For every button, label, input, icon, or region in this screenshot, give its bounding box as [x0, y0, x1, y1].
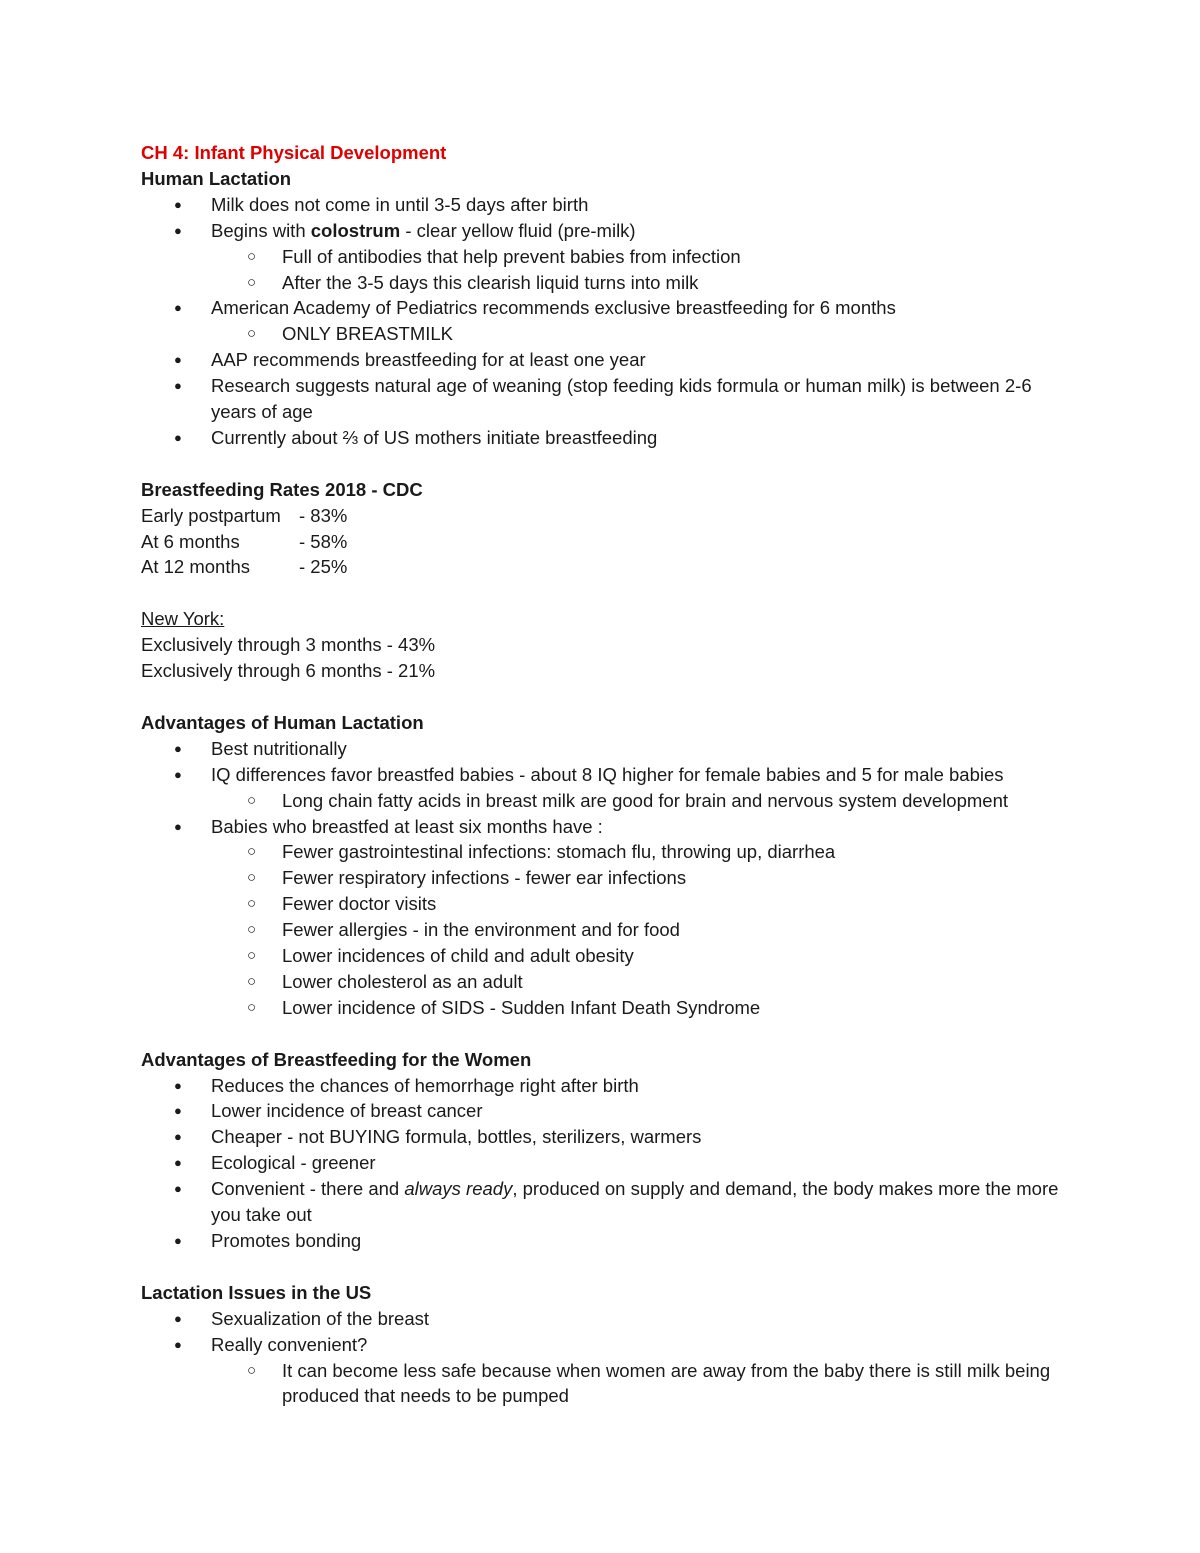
circle-bullet-icon: ○: [247, 921, 257, 939]
bullet-icon: ●: [174, 1155, 182, 1171]
rate-row: At 6 months - 58%: [141, 530, 348, 552]
sub-list-item: ○ Long chain fatty acids in breast milk are good for brain and nervous system development: [141, 788, 1061, 814]
sub-list-item: ○ Full of antibodies that help prevent babies from infection: [141, 244, 1061, 270]
new-york-label: New York:: [141, 608, 225, 630]
bullet-icon: ●: [174, 1310, 182, 1326]
circle-bullet-icon: ○: [247, 1361, 257, 1379]
circle-bullet-icon: ○: [247, 273, 257, 291]
section-heading-advantages-human: Advantages of Human Lactation: [141, 711, 424, 733]
sub-list-item: ○ Fewer respiratory infections - fewer ear infections: [141, 865, 1061, 891]
bullet-icon: ●: [174, 352, 182, 368]
new-york-row: Exclusively through 3 months - 43%: [141, 634, 436, 656]
page-title: CH 4: Infant Physical Development: [141, 142, 447, 163]
list-item: ● Research suggests natural age of weaning (stop feeding kids formula or human milk) is between 2-6 years of age: [174, 375, 1032, 423]
list-item: ● Currently about ⅔ of US mothers initiate breastfeeding: [141, 425, 1061, 451]
list-item: ● Ecological - greener: [141, 1150, 1061, 1176]
circle-bullet-icon: ○: [247, 998, 257, 1016]
section-heading-rates: Breastfeeding Rates 2018 - CDC: [141, 478, 423, 500]
list-item: ● Convenient - there and always ready, produced on supply and demand, the body makes more the more you take out: [174, 1178, 1059, 1226]
section-heading-advantages-women: Advantages of Breastfeeding for the Women: [141, 1048, 532, 1070]
list-item: ● Promotes bonding: [141, 1228, 1061, 1254]
advantages-women-list: [141, 1073, 1061, 1254]
sub-list-item: ○ Lower cholesterol as an adult: [141, 969, 1061, 995]
bullet-icon: ●: [174, 196, 182, 212]
sub-list-item: ○ After the 3-5 days this clearish liquid turns into milk: [141, 270, 1061, 296]
document-page: [141, 140, 1061, 1409]
circle-bullet-icon: ○: [247, 791, 257, 809]
new-york-row: Exclusively through 6 months - 21%: [141, 660, 436, 682]
bullet-icon: ●: [174, 766, 182, 782]
sub-list-item: ○ Fewer gastrointestinal infections: stomach flu, throwing up, diarrhea: [141, 839, 1061, 865]
list-item: ● Babies who breastfed at least six months have :: [141, 814, 1061, 840]
circle-bullet-icon: ○: [247, 947, 257, 965]
bullet-icon: ●: [174, 1077, 182, 1093]
human-lactation-list: [141, 192, 1061, 451]
list-item: ● Reduces the chances of hemorrhage right after birth: [141, 1073, 1061, 1099]
bullet-icon: ●: [174, 740, 182, 756]
bullet-icon: ●: [174, 1336, 182, 1352]
sub-list-item: ○ It can become less safe because when women are away from the baby there is still milk being produced that needs to be pumped: [247, 1359, 1051, 1407]
list-item: ● Really convenient?: [141, 1332, 1061, 1358]
circle-bullet-icon: ○: [247, 869, 257, 887]
bullet-icon: ●: [174, 378, 182, 394]
bullet-icon: ●: [174, 429, 182, 445]
bullet-icon: ●: [174, 1181, 182, 1197]
circle-bullet-icon: ○: [247, 972, 257, 990]
bullet-icon: ●: [174, 300, 182, 316]
list-item: ● IQ differences favor breastfed babies - about 8 IQ higher for female babies and 5 for male babies: [141, 762, 1061, 788]
list-item: ● Lower incidence of breast cancer: [141, 1098, 1061, 1124]
bullet-icon: ●: [174, 1129, 182, 1145]
bold-term: colostrum: [310, 219, 401, 241]
bullet-icon: ●: [174, 818, 182, 834]
circle-bullet-icon: ○: [247, 843, 257, 861]
bullet-icon: ●: [174, 1103, 182, 1119]
italic-phrase: always ready: [404, 1178, 513, 1200]
list-item: ● Sexualization of the breast: [141, 1306, 1061, 1332]
list-item: ● Cheaper - not BUYING formula, bottles, sterilizers, warmers: [141, 1124, 1061, 1150]
bullet-icon: ●: [174, 222, 182, 238]
bullet-icon: ●: [174, 1233, 182, 1248]
list-item: ● AAP recommends breastfeeding for at least one year: [141, 347, 1061, 373]
sub-list-item: ○ Fewer allergies - in the environment and for food: [141, 917, 1061, 943]
circle-bullet-icon: ○: [247, 247, 257, 265]
sub-list-item: ○ Lower incidence of SIDS - Sudden Infant Death Syndrome: [141, 995, 1061, 1021]
section-heading-issues: Lactation Issues in the US: [141, 1281, 372, 1303]
issues-list: [141, 1306, 1061, 1410]
sub-list-item: ○ ONLY BREASTMILK: [141, 321, 1061, 347]
sub-list-item: ○ Lower incidences of child and adult obesity: [141, 943, 1061, 969]
list-item: ● American Academy of Pediatrics recommends exclusive breastfeeding for 6 months: [141, 295, 1061, 321]
rate-row: Early postpartum - 83%: [141, 504, 348, 526]
rate-row: At 12 months - 25%: [141, 556, 348, 578]
circle-bullet-icon: ○: [247, 895, 257, 913]
list-item: ● Milk does not come in until 3-5 days after birth: [141, 192, 1061, 218]
advantages-human-list: [141, 736, 1061, 1021]
section-heading-human-lactation: Human Lactation: [141, 167, 292, 189]
list-item: ● Best nutritionally: [141, 736, 1061, 762]
circle-bullet-icon: ○: [247, 325, 257, 343]
list-item: ● Begins with colostrum - clear yellow fluid (pre-milk): [141, 218, 1061, 244]
sub-list-item: ○ Fewer doctor visits: [141, 891, 1061, 917]
